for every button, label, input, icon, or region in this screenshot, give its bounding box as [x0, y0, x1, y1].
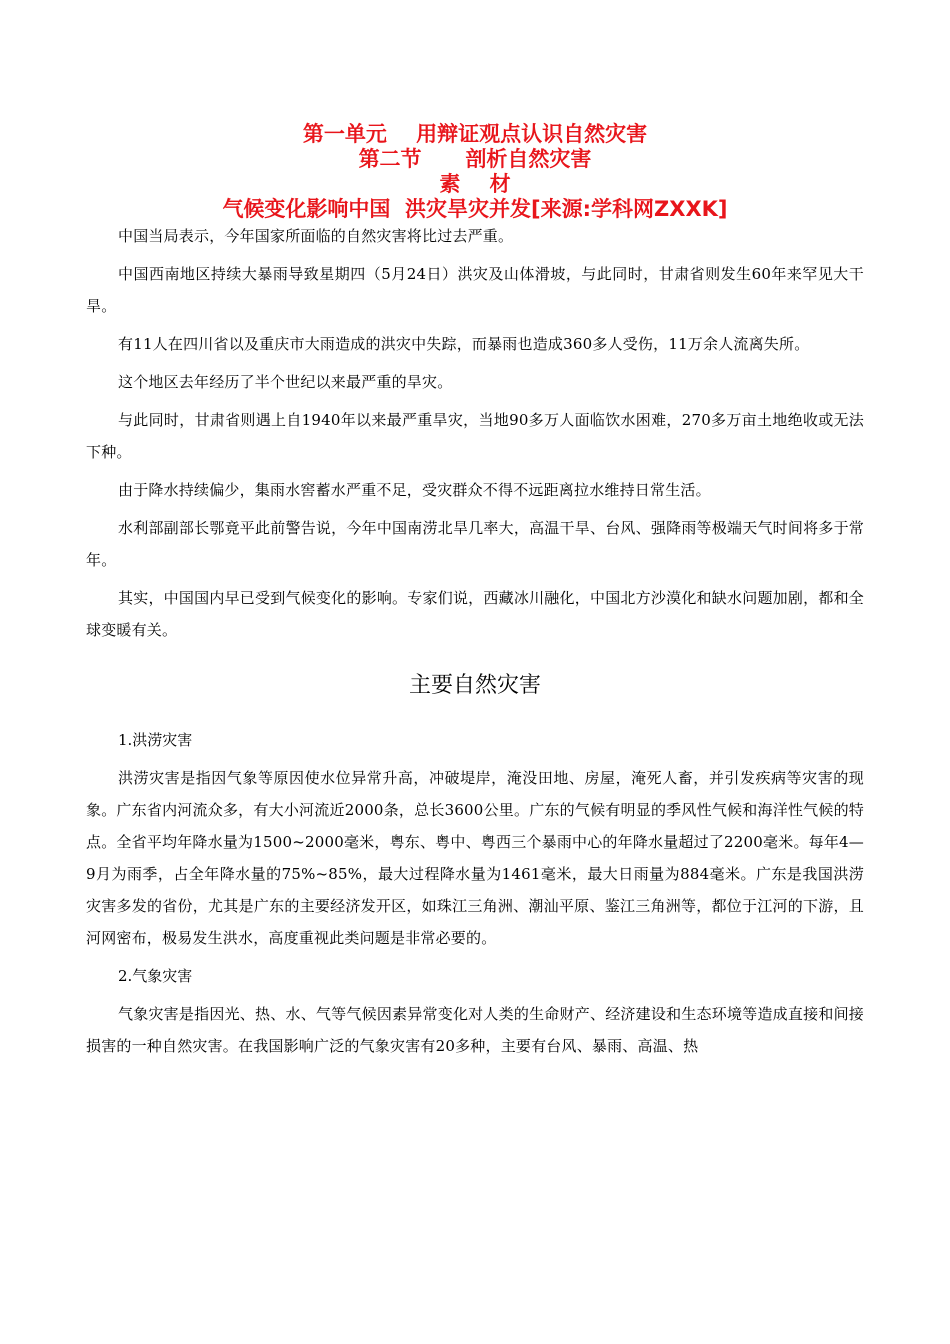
paragraph: 气象灾害是指因光、热、水、气等气候因素异常变化对人类的生命财产、经济建设和生态环境等造成直接和间接损害的一种自然灾害。在我国影响广泛的气象灾害有20多种，主要有台风、暴雨、高温、热	[86, 1005, 864, 1055]
subsection-title: 2.气象灾害	[118, 967, 193, 985]
paragraph: 其实，中国国内早已受到气候变化的影响。专家们说，西藏冰川融化，中国北方沙漠化和缺水问题加剧，都和全球变暖有关。	[86, 589, 864, 639]
paragraph: 与此同时，甘肃省则遇上自1940年以来最严重旱灾，当地90多万人面临饮水困难，270多万亩土地绝收或无法下种。	[86, 411, 864, 461]
unit-title: 第一单元 用辩证观点认识自然灾害	[302, 122, 648, 146]
document-body	[86, 220, 864, 1068]
title-block	[0, 122, 950, 222]
paragraph: 这个地区去年经历了半个世纪以来最严重的旱灾。	[118, 373, 453, 391]
paragraph: 中国当局表示，今年国家所面临的自然灾害将比过去严重。	[118, 227, 514, 245]
section-title: 第二节 剖析自然灾害	[358, 147, 592, 171]
material-title: 素 材	[439, 172, 511, 196]
subsection-title: 1.洪涝灾害	[118, 731, 193, 749]
paragraph: 洪涝灾害是指因气象等原因使水位异常升高，冲破堤岸，淹没田地、房屋，淹死人畜，并引发疾病等灾害的现象。广东省内河流众多，有大小河流近2000条，总长3600公里。广东的气候有明显的季风性气候和海洋性气候的特点。全省平均年降水量为1500~2000毫米，粤东、粤中、粤西三个暴雨中心的年降水量超过了2200毫米。每年4—9月为雨季，占全年降水量的75%~85%，最大过程降水量为1461毫米，最大日雨量为884毫米。广东是我国洪涝灾害多发的省份，尤其是广东的主要经济发开区，如珠江三角洲、潮汕平原、鉴江三角洲等，都位于江河的下游，且河网密布，极易发生洪水，高度重视此类问题是非常必要的。	[86, 769, 864, 947]
paragraph: 中国西南地区持续大暴雨导致星期四（5月24日）洪灾及山体滑坡，与此同时，甘肃省则发生60年来罕见大干旱。	[86, 265, 864, 315]
paragraph: 水利部副部长鄂竟平此前警告说，今年中国南涝北旱几率大，高温干旱、台风、强降雨等极端天气时间将多于常年。	[86, 519, 864, 569]
paragraph: 有11人在四川省以及重庆市大雨造成的洪灾中失踪，而暴雨也造成360多人受伤，11万余人流离失所。	[118, 335, 810, 353]
paragraph: 由于降水持续偏少，集雨水窖蓄水严重不足，受灾群众不得不远距离拉水维持日常生活。	[118, 481, 711, 499]
section-heading: 主要自然灾害	[408, 673, 541, 698]
article-title: 气候变化影响中国 洪灾旱灾并发[来源:学科网ZXXK]	[222, 197, 728, 221]
